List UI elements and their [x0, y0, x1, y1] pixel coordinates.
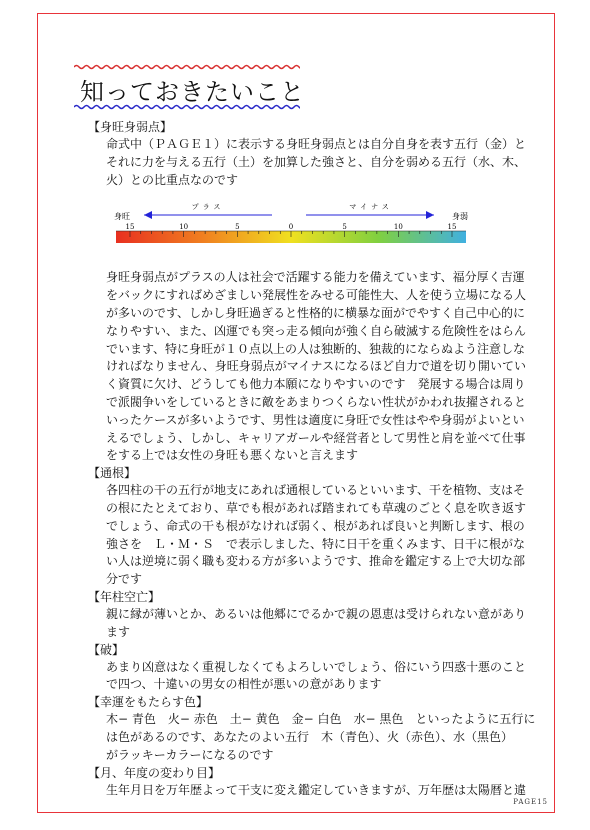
text-line: は色があるのです、あなたのよい五行 木（青色）、火（赤色）、水（黒色）: [106, 729, 514, 744]
section-heading: 【年柱空亡】: [88, 589, 161, 604]
section-heading: 【身旺身弱点】: [88, 120, 173, 134]
text-line: 各四柱の干の五行が地支にあれば通根しているといいます、干を植物、支はそ: [106, 483, 526, 498]
scale-tick-label: 0: [288, 223, 294, 232]
text-line: 命式中（ＰＡＧＥ１）に表示する身旺身弱点とは自分自身を表す五行（金）と: [106, 137, 527, 151]
text-line: をする上では女性の身旺も悪くないと言えます: [106, 448, 359, 463]
section-heading: 【月、年度の変わり目】: [88, 765, 221, 780]
scale-tick-label: 15: [447, 223, 457, 232]
text-line: ます: [106, 624, 131, 639]
text-line: それに力を与える五行（土）を加算した強さと、自分を弱める五行（水、木、: [106, 154, 527, 169]
text-line: ければなりません、身旺身弱点がマイナスになるほど自力で道を切り開いてい: [106, 359, 527, 374]
section-heading: 【幸運をもたらす色】: [88, 695, 209, 710]
page-number: PAGE15: [513, 798, 548, 806]
text-line: いったケースが多いようです、男性は適度に身旺で女性はやや身弱がよいとい: [106, 412, 525, 427]
scale-tick-label: 10: [393, 223, 403, 232]
scale-left-label: 身旺: [114, 212, 130, 222]
balance-scale: [88, 191, 538, 261]
text-line: でいます、特に身旺が１０点以上の人は独断的、独裁的にならぬよう注意しな: [106, 341, 526, 356]
text-line: 強さを Ｌ・Ｍ・Ｓ で表示しました、特に日干を重くみます、日干に根がな: [106, 536, 526, 551]
text-line: 身旺身弱点がプラスの人は社会で活躍する能力を備えています、福分厚く吉運: [106, 270, 525, 285]
text-line: の根にたとえており、草でも根があれば踏まれても草魂のごとく息を吹き返す: [106, 500, 527, 515]
text-line: なりやすい、また、凶運でも突っ走る傾向が強く自ら破滅する危険性をはらん: [106, 323, 527, 338]
scale-minus-label: マイナス: [349, 203, 393, 212]
text-line: でしょう、命式の干も根がなければ弱く、根があれば良いと判断します、根の: [106, 518, 525, 533]
section-paragraph: [106, 482, 538, 589]
text-line: 親に縁が薄いとか、あるいは他郷にでるかで親の恩恵は受けられない意があり: [106, 606, 527, 621]
section-heading: 【破】: [88, 642, 125, 657]
scale-tick-label: 5: [342, 223, 347, 232]
content-body: [88, 119, 538, 799]
title-block: [74, 62, 305, 114]
text-line: 分です: [106, 572, 143, 587]
text-line: が多いのです、しかし身旺過ぎると性格的に横暴な面がでやすく自己中心的に: [106, 305, 526, 320]
text-line: がラッキーカラーになるのです: [106, 747, 274, 762]
text-line: で四つ、十違いの男女の相性が悪いの意があります: [106, 677, 382, 692]
section-paragraph: [106, 269, 538, 465]
text-line: あまり凶意はなく重視しなくてもよろしいでしょう、俗にいう四惑十悪のこと: [106, 659, 527, 674]
text-line: 火）との比重点なのです: [106, 172, 239, 187]
text-line: えるでしょう、しかし、キャリアガールや経営者として男性と肩を並べて仕事: [106, 430, 526, 445]
scale-right-label: 身弱: [452, 212, 468, 222]
section-paragraph: [106, 606, 538, 642]
scale-graphic: [88, 191, 468, 261]
section-paragraph: [106, 136, 538, 189]
section-paragraph: [106, 782, 538, 800]
text-line: 生年月日を万年歴よって干支に変え鑑定していきますが、万年歴は太陽暦と違: [106, 782, 527, 797]
text-line: で派閥争いをしているときに敵をあまりつくらない性状がかわれ抜擢されると: [106, 394, 527, 409]
text-line: をバックにすればめざましい発展性をみせる可能性大、人を使う立場になる人: [106, 288, 527, 303]
section-paragraph: [106, 711, 538, 764]
scale-tick-label: 15: [125, 223, 135, 232]
text-line: く資質に欠け、どうしても他力本願になりやすいのです 発展する場合は周り: [106, 377, 526, 392]
scale-tick-label: 5: [235, 223, 240, 232]
text-line: い人は逆境に弱く職も変わる方が多いようです、推命を鑑定する上で大切な部: [106, 554, 526, 569]
scale-tick-label: 10: [179, 223, 189, 232]
section-paragraph: [106, 659, 538, 695]
section-heading: 【通根】: [88, 466, 137, 481]
wave-decoration-top: [74, 62, 300, 72]
page-title: 知っておきたいこと: [80, 78, 305, 106]
text-line: 木− 青色 火− 赤色 土− 黄色 金− 白色 水− 黒色 といったように五行に: [106, 712, 536, 727]
wave-decoration-bottom: [74, 102, 300, 112]
scale-plus-label: プラス: [191, 203, 225, 212]
